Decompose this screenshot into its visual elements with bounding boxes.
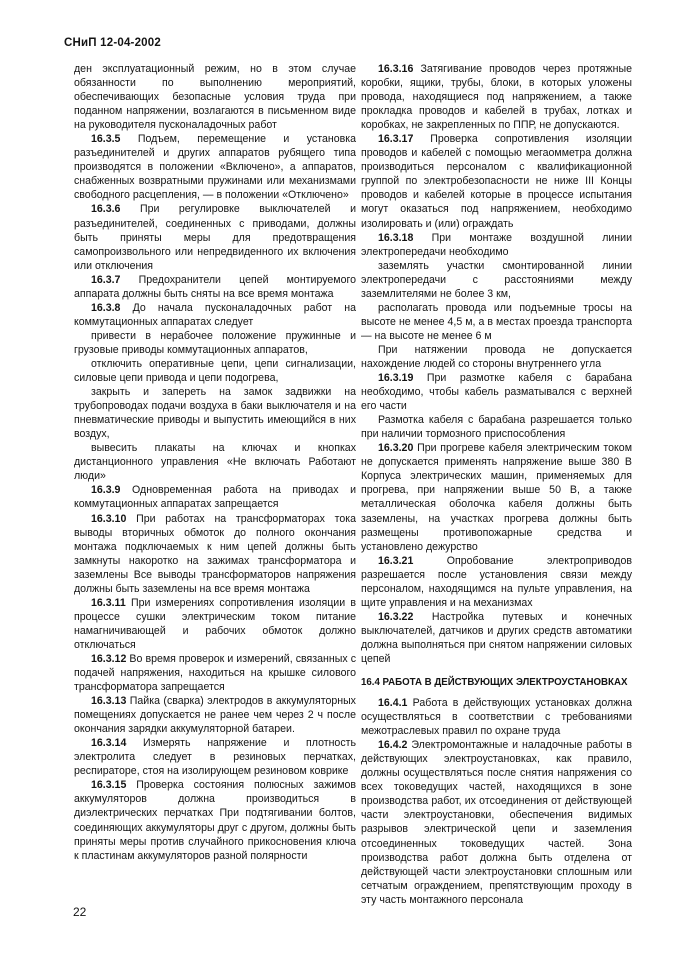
paragraph: ден эксплуатационный режим, но в этом случае обязанности по выполнению мероприятий, обеспечивающих безопасные условия труда при поданном напряжении, возлагаются в письменном виде на руководителя пусконаладочных работ (74, 63, 356, 132)
clause-16-3-11: 16.3.11 При измерениях сопротивления изоляции в процессе сушки электрическим током питание намагничивающей и рабочих обмоток должно отключаться (74, 596, 356, 651)
section-heading: 16.4 РАБОТА В ДЕЙСТВУЮЩИХ ЭЛЕКТРОУСТАНОВКАХ (361, 677, 628, 689)
clause-16-4-1: 16.4.1 Работа в действующих установках должна осуществляться в соответствии с требованиями межотраслевых правил по охране труда (361, 697, 632, 738)
list-item: заземлять участки смонтированной линии электропередачи с расстояниями между заземлителями не более 3 км, (361, 259, 632, 300)
clause-16-3-22: 16.3.22 Настройка путевых и конечных выключателей, датчиков и других средств автоматики должна выполняться при снятом напряжении силовых цепей (361, 610, 632, 665)
list-item: располагать провода или подъемные тросы на высоте не менее 4,5 м, а в местах проезда транспорта — на высоте не менее 6 м (361, 301, 632, 342)
page-number: 22 (73, 905, 87, 919)
clause-16-3-21: 16.3.21 Опробование электроприводов разрешается после установления связи между персоналом, находящимся на пульте управления, на щите управления и на механизмах (361, 554, 632, 609)
clause-16-3-14: 16.3.14 Измерять напряжение и плотность электролита следует в резиновых перчатках, респираторе, стоя на изолирующем резиновом коврике (74, 737, 356, 778)
clause-16-3-10: 16.3.10 При работах на трансформаторах тока выводы вторичных обмоток до полного окончания монтажа подключаемых к ним цепей должны быть замкнуты накоротко на зажимах трансформатора и заземлены Все выводы трансформаторов напряжения должны быть заземлены на все время монтажа (74, 512, 356, 595)
clause-16-3-6: 16.3.6 При регулировке выключателей и разъединителей, соединенных с приводами, должны быть приняты меры для предотвращения самопроизвольного или непредвиденного их включения или отключения (74, 203, 356, 272)
clause-16-3-18: 16.3.18 При монтаже воздушной линии электропередачи необходимо (361, 231, 632, 258)
clause-16-3-5: 16.3.5 Подъем, перемещение и установка разъединителей и других аппаратов рубящего типа производятся в положении «Включено», а аппаратов, снабженных возвратными пружинами или механизмами свободного расцепления, — в положении «Отключено» (74, 133, 356, 202)
clause-16-3-9: 16.3.9 Одновременная работа на приводах и коммутационных аппаратах запрещается (74, 484, 356, 511)
list-item: отключить оперативные цепи, цепи сигнализации, силовые цепи привода и цепи подогрева, (74, 357, 356, 385)
paragraph: При натяжении провода не допускается нахождение людей со стороны внутреннего угла (361, 343, 632, 370)
list-item: привести в нерабочее положение пружинные и грузовые приводы коммутационных аппаратов, (74, 329, 356, 356)
clause-16-3-8: 16.3.8 До начала пусконаладочных работ на коммутационных аппаратах следует (74, 301, 356, 328)
right-column (361, 62, 632, 907)
running-header: СНиП 12-04-2002 (64, 37, 161, 49)
clause-16-3-19: 16.3.19 При размотке кабеля с барабана необходимо, чтобы кабель разматывался с верхней его части (361, 372, 632, 413)
clause-16-3-12: 16.3.12 Во время проверок и измерений, связанных с подачей напряжения, находиться на крышке силового трансформатора запрещается (74, 652, 356, 694)
clause-16-3-16: 16.3.16 Затягивание проводов через протяжные коробки, ящики, трубы, блоки, в которых уложены провода, находящиеся под напряжением, а также прокладка проводов и кабелей в трубах, лотках и коробках, не закрепленных по ППР, не допускаются. (361, 63, 632, 132)
clause-16-3-13: 16.3.13 Пайка (сварка) электродов в аккумуляторных помещениях допускается не ранее чем через 2 ч после окончания зарядки аккумуляторной батареи. (74, 695, 356, 736)
clause-16-3-7: 16.3.7 Предохранители цепей монтируемого аппарата должны быть сняты на все время монтажа (74, 273, 356, 300)
clause-16-3-17: 16.3.17 Проверка сопротивления изоляции проводов и кабелей с помощью мегаомметра должна производиться персоналом с квалификационной группой по электробезопасности не ниже III Концы проводов и кабелей которые в процессе испытания могут оказаться под напряжением, необходимо изолировать и (или) ограждать (361, 133, 632, 230)
clause-16-4-2: 16.4.2 Электромонтажные и наладочные работы в действующих электроустановках, как правило, должны осуществляться после снятия напряжения со всех токоведущих частей, находящихся в зоне производства работ, их отсоединения от действующей части электроустановки, обеспечения видимых разрывов электрической цепи и заземления отсоединенных токоведущих частей. Зона производства работ должна быть отделена от действующей части электроустановки сплошным или сетчатым ограждением, препятствующим проходу в эту часть монтажного персонала (361, 739, 632, 906)
left-column (74, 62, 356, 863)
clause-16-3-15: 16.3.15 Проверка состояния полюсных зажимов аккумуляторов должна производиться в диэлектрических перчатках При подтягивании болтов, соединяющих аккумуляторы друг с другом, должны быть приняты меры против случайного прикосновения ключа к пластинам аккумуляторов разной полярности (74, 779, 356, 862)
list-item: закрыть и запереть на замок задвижки на трубопроводах подачи воздуха в баки выключателя и на пневматические приводы и выпустить имеющийся в них воздух, (74, 386, 356, 441)
clause-16-3-20: 16.3.20 При прогреве кабеля электрическим током не допускается применять напряжение выше 380 В Корпуса электрических машин, применяемых для прогрева, при напряжении выше 50 В, а также металлическая оболочка кабеля должны быть заземлены, на участках прогрева должны быть размещены противопожарные средства и установлено дежурство (361, 442, 632, 553)
list-item: вывесить плакаты на ключах и кнопках дистанционного управления «Не включать Работают люди» (74, 442, 356, 483)
paragraph: Размотка кабеля с барабана разрешается только при наличии тормозного приспособления (361, 414, 632, 441)
